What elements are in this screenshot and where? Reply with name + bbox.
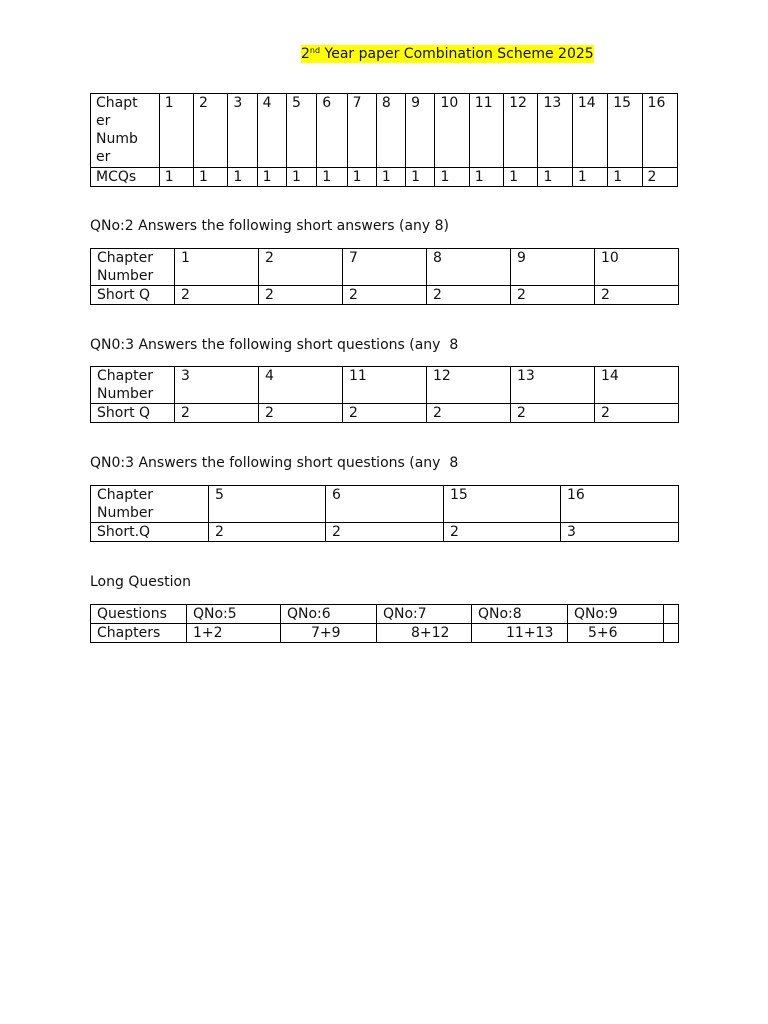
- mcq-value-cell: 1: [257, 168, 286, 187]
- mcq-value-cell: 1: [376, 168, 405, 187]
- q2-chapter-cell: 10: [595, 249, 679, 286]
- q3-first-chapter-cell: 3: [175, 367, 259, 404]
- q3-first-table: [90, 366, 679, 423]
- mcq-chapter-cell: 1: [159, 94, 193, 168]
- long-questions-label: Questions: [91, 605, 187, 624]
- q3-first-chapter-cell: 13: [511, 367, 595, 404]
- q2-heading: QNo:2 Answers the following short answers (any 8): [90, 218, 450, 234]
- q2-table: [90, 248, 679, 305]
- q2-chapter-cell: 1: [175, 249, 259, 286]
- q3-first-value-cell: 2: [343, 404, 427, 423]
- mcq-chapter-cell: 10: [435, 94, 469, 168]
- long-chapter-cell: 8+12: [377, 624, 472, 643]
- q3-second-value-cell: 2: [209, 523, 326, 542]
- mcq-value-row: [91, 168, 678, 187]
- mcq-value-cell: 1: [228, 168, 257, 187]
- q3-second-value-row: [91, 523, 679, 542]
- long-question-heading: Long Question: [90, 574, 191, 590]
- q3-second-value-cell: 2: [444, 523, 561, 542]
- mcq-chapter-cell: 16: [642, 94, 677, 168]
- mcq-value-cell: 2: [642, 168, 677, 187]
- q3-second-heading: QN0:3 Answers the following short questions (any 8: [90, 455, 459, 471]
- mcq-chapter-cell: 5: [286, 94, 316, 168]
- mcq-value-cell: 1: [317, 168, 347, 187]
- q3-second-header-row: [91, 486, 679, 523]
- mcq-chapter-cell: 6: [317, 94, 347, 168]
- long-chapter-cell: 7+9: [281, 624, 377, 643]
- long-chapters-label: Chapters: [91, 624, 187, 643]
- long-chapters-row: [91, 624, 679, 643]
- q3-first-value-cell: 2: [259, 404, 343, 423]
- q3-first-value-row: [91, 404, 679, 423]
- mcq-header-label-line: er: [96, 113, 111, 129]
- mcq-value-cell: 1: [504, 168, 538, 187]
- q3-first-chapter-cell: 14: [595, 367, 679, 404]
- long-question-table: [90, 604, 679, 643]
- mcq-header-label: [91, 94, 160, 168]
- q2-value-cell: 2: [343, 286, 427, 305]
- mcq-value-cell: 1: [406, 168, 435, 187]
- mcq-value-cell: 1: [159, 168, 193, 187]
- mcq-chapter-cell: 14: [572, 94, 607, 168]
- long-chapter-cell: 1+2: [187, 624, 281, 643]
- mcq-value-cell: 1: [286, 168, 316, 187]
- q3-second-table: [90, 485, 679, 542]
- long-question-cell: QNo:9: [568, 605, 664, 624]
- long-question-cell: QNo:7: [377, 605, 472, 624]
- long-chapter-cell: 5+6: [568, 624, 664, 643]
- q3-first-row-label: Short Q: [91, 404, 175, 423]
- mcq-table: [90, 93, 678, 187]
- mcq-chapter-cell: 9: [406, 94, 435, 168]
- q3-first-header-label: Chapter Number: [91, 367, 175, 404]
- mcq-value-cell: 1: [469, 168, 503, 187]
- mcq-chapter-cell: 4: [257, 94, 286, 168]
- q3-second-value-cell: 2: [326, 523, 444, 542]
- mcq-row-label: MCQs: [91, 168, 160, 187]
- q2-chapter-cell: 9: [511, 249, 595, 286]
- q3-second-chapter-cell: 6: [326, 486, 444, 523]
- q2-chapter-cell: 2: [259, 249, 343, 286]
- long-question-empty-cell: [664, 605, 679, 624]
- q3-first-chapter-cell: 11: [343, 367, 427, 404]
- long-chapter-cell: 11+13: [472, 624, 568, 643]
- q2-header-row: [91, 249, 679, 286]
- title-superscript: nd: [309, 46, 321, 55]
- mcq-chapter-cell: 7: [347, 94, 376, 168]
- q3-second-chapter-cell: 16: [561, 486, 679, 523]
- long-chapter-empty-cell: [664, 624, 679, 643]
- mcq-value-cell: 1: [347, 168, 376, 187]
- page-title: [301, 45, 594, 63]
- long-question-cell: QNo:5: [187, 605, 281, 624]
- q2-value-cell: 2: [259, 286, 343, 305]
- mcq-chapter-cell: 11: [469, 94, 503, 168]
- q3-second-chapter-cell: 5: [209, 486, 326, 523]
- mcq-header-row: [91, 94, 678, 168]
- mcq-header-label-line: Chapt: [96, 95, 138, 111]
- title-prefix: 2: [301, 46, 310, 62]
- mcq-value-cell: 1: [608, 168, 642, 187]
- q3-first-value-cell: 2: [511, 404, 595, 423]
- q2-value-cell: 2: [427, 286, 511, 305]
- q3-second-value-cell: 3: [561, 523, 679, 542]
- long-question-row: [91, 605, 679, 624]
- q3-first-chapter-cell: 4: [259, 367, 343, 404]
- q2-value-cell: 2: [595, 286, 679, 305]
- q3-second-header-label: Chapter Number: [91, 486, 209, 523]
- q2-value-row: [91, 286, 679, 305]
- q2-chapter-cell: 8: [427, 249, 511, 286]
- mcq-value-cell: 1: [435, 168, 469, 187]
- mcq-chapter-cell: 12: [504, 94, 538, 168]
- q2-chapter-cell: 7: [343, 249, 427, 286]
- q3-first-value-cell: 2: [427, 404, 511, 423]
- q2-header-label: Chapter Number: [91, 249, 175, 286]
- q3-first-chapter-cell: 12: [427, 367, 511, 404]
- mcq-header-label-line: er: [96, 149, 111, 165]
- q3-second-chapter-cell: 15: [444, 486, 561, 523]
- long-question-cell: QNo:6: [281, 605, 377, 624]
- mcq-header-label-line: Numb: [96, 131, 138, 147]
- mcq-chapter-cell: 3: [228, 94, 257, 168]
- q3-second-row-label: Short.Q: [91, 523, 209, 542]
- mcq-value-cell: 1: [538, 168, 572, 187]
- mcq-chapter-cell: 8: [376, 94, 405, 168]
- q2-value-cell: 2: [175, 286, 259, 305]
- q2-value-cell: 2: [511, 286, 595, 305]
- q2-row-label: Short Q: [91, 286, 175, 305]
- mcq-chapter-cell: 15: [608, 94, 642, 168]
- q3-first-heading: QN0:3 Answers the following short questions (any 8: [90, 337, 459, 353]
- q3-first-value-cell: 2: [175, 404, 259, 423]
- long-question-cell: QNo:8: [472, 605, 568, 624]
- q3-first-value-cell: 2: [595, 404, 679, 423]
- mcq-value-cell: 1: [194, 168, 228, 187]
- q3-first-header-row: [91, 367, 679, 404]
- mcq-chapter-cell: 2: [194, 94, 228, 168]
- mcq-chapter-cell: 13: [538, 94, 572, 168]
- title-rest: Year paper Combination Scheme 2025: [320, 46, 594, 62]
- mcq-value-cell: 1: [572, 168, 607, 187]
